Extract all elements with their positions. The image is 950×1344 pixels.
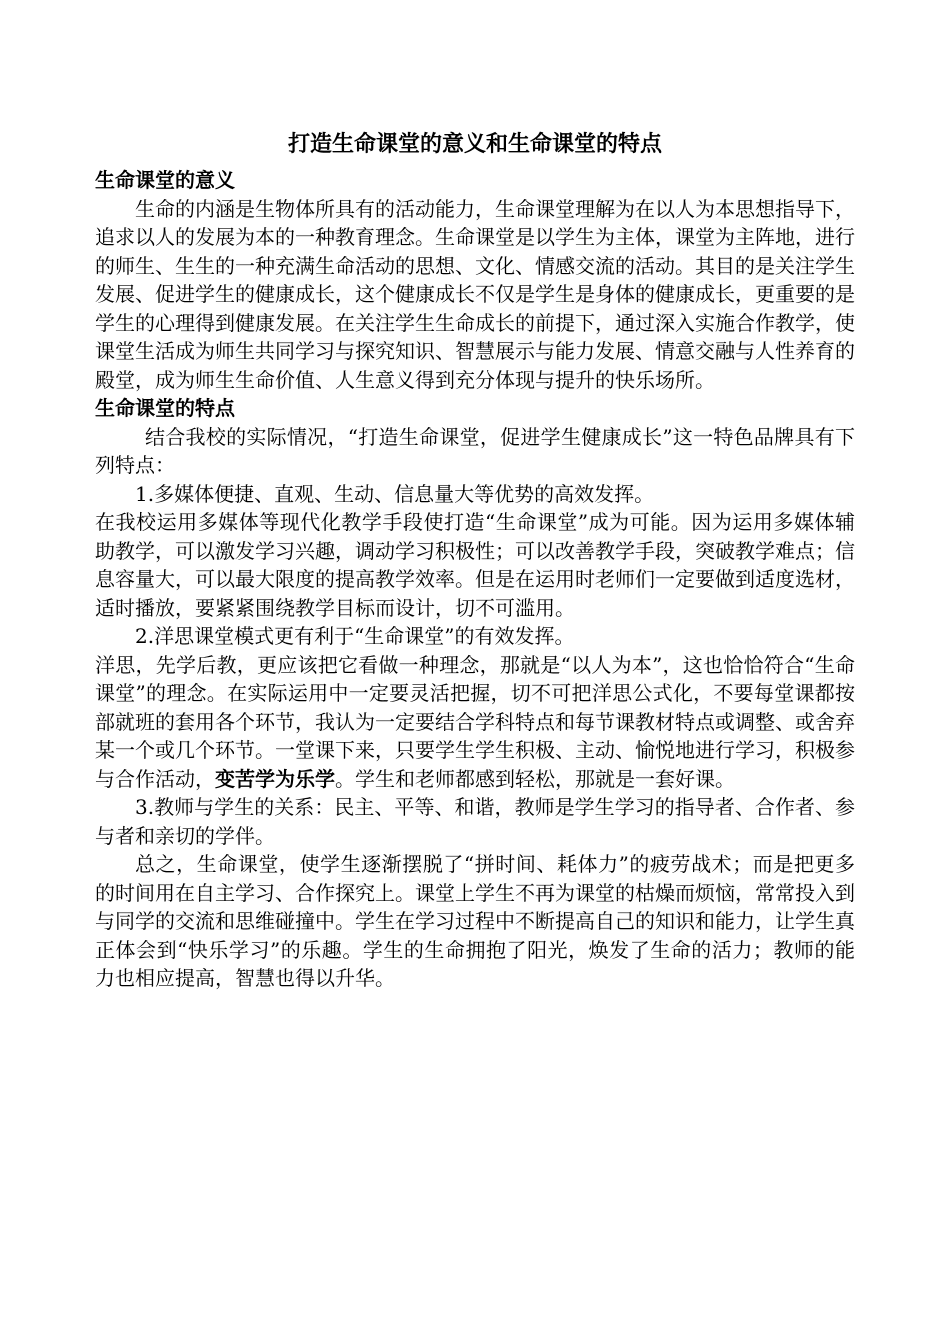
point3: 3.教师与学生的关系：民主、平等、和谐，教师是学生学习的指导者、合作者、参与者和亲切的学伴。 xyxy=(95,795,855,848)
document-page xyxy=(95,128,855,993)
point2-emphasis: 变苦学为乐学 xyxy=(215,766,335,791)
features-intro: 结合我校的实际情况，“打造生命课堂，促进学生健康成长”这一特色品牌具有下列特点： xyxy=(95,424,855,477)
point2-title: 2.洋思课堂模式更有利于“生命课堂”的有效发挥。 xyxy=(135,624,575,648)
section-heading-features: 生命课堂的特点 xyxy=(95,396,235,420)
point2-body xyxy=(95,651,855,794)
point1-title: 1.多媒体便捷、直观、生动、信息量大等优势的高效发挥。 xyxy=(135,481,655,506)
conclusion-paragraph: 总之，生命课堂，使学生逐渐摆脱了“拼时间、耗体力”的疲劳战术；而是把更多的时间用在自主学习、合作探究上。课堂上学生不再为课堂的枯燥而烦恼，常常投入到与同学的交流和思维碰撞中。学生在学习过程中不断提高自己的知识和能力，让学生真正体会到“快乐学习”的乐趣。学生的生命拥抱了阳光，焕发了生命的活力；教师的能力也相应提高，智慧也得以升华。 xyxy=(95,852,855,990)
point1-body: 在我校运用多媒体等现代化教学手段使打造“生命课堂”成为可能。因为运用多媒体辅助教学，可以激发学习兴趣，调动学习积极性；可以改善教学手段，突破教学难点；信息容量大，可以最大限度的提高教学效率。但是在运用时老师们一定要做到适度选材，适时播放，要紧紧围绕教学目标而设计，切不可滥用。 xyxy=(95,510,855,620)
point2-body-part1: 洋思，先学后教，更应该把它看做一种理念，那就是“以人为本”，这也恰恰符合“生命课堂”的理念。在实际运用中一定要灵活把握，切不可把洋思公式化，不要每堂课都按部就班的套用各个环节，我认为一定要结合学科特点和每节课教材特点或调整、或舍弃某一个或几个环节。一堂课下来，只要学生学生积极、主动、愉悦地进行学习，积极参与合作活动， xyxy=(95,652,855,791)
point2-body-part2: 。学生和老师都感到轻松，那就是一套好课。 xyxy=(335,766,735,791)
meaning-paragraph: 生命的内涵是生物体所具有的活动能力，生命课堂理解为在以人为本思想指导下，追求以人的发展为本的一种教育理念。生命课堂是以学生为主体，课堂为主阵地，进行的师生、生生的一种充满生命活动的思想、文化、情感交流的活动。其目的是关注学生发展、促进学生的健康成长，这个健康成长不仅是学生是身体的健康成长，更重要的是学生的心理得到健康发展。在关注学生生命成长的前提下，通过深入实施合作教学，使课堂生活成为师生共同学习与探究知识、智慧展示与能力发展、情意交融与人性养育的殿堂，成为师生生命价值、人生意义得到充分体现与提升的快乐场所。 xyxy=(95,196,855,392)
document-title: 打造生命课堂的意义和生命课堂的特点 xyxy=(287,131,662,157)
section-heading-meaning: 生命课堂的意义 xyxy=(95,168,235,192)
